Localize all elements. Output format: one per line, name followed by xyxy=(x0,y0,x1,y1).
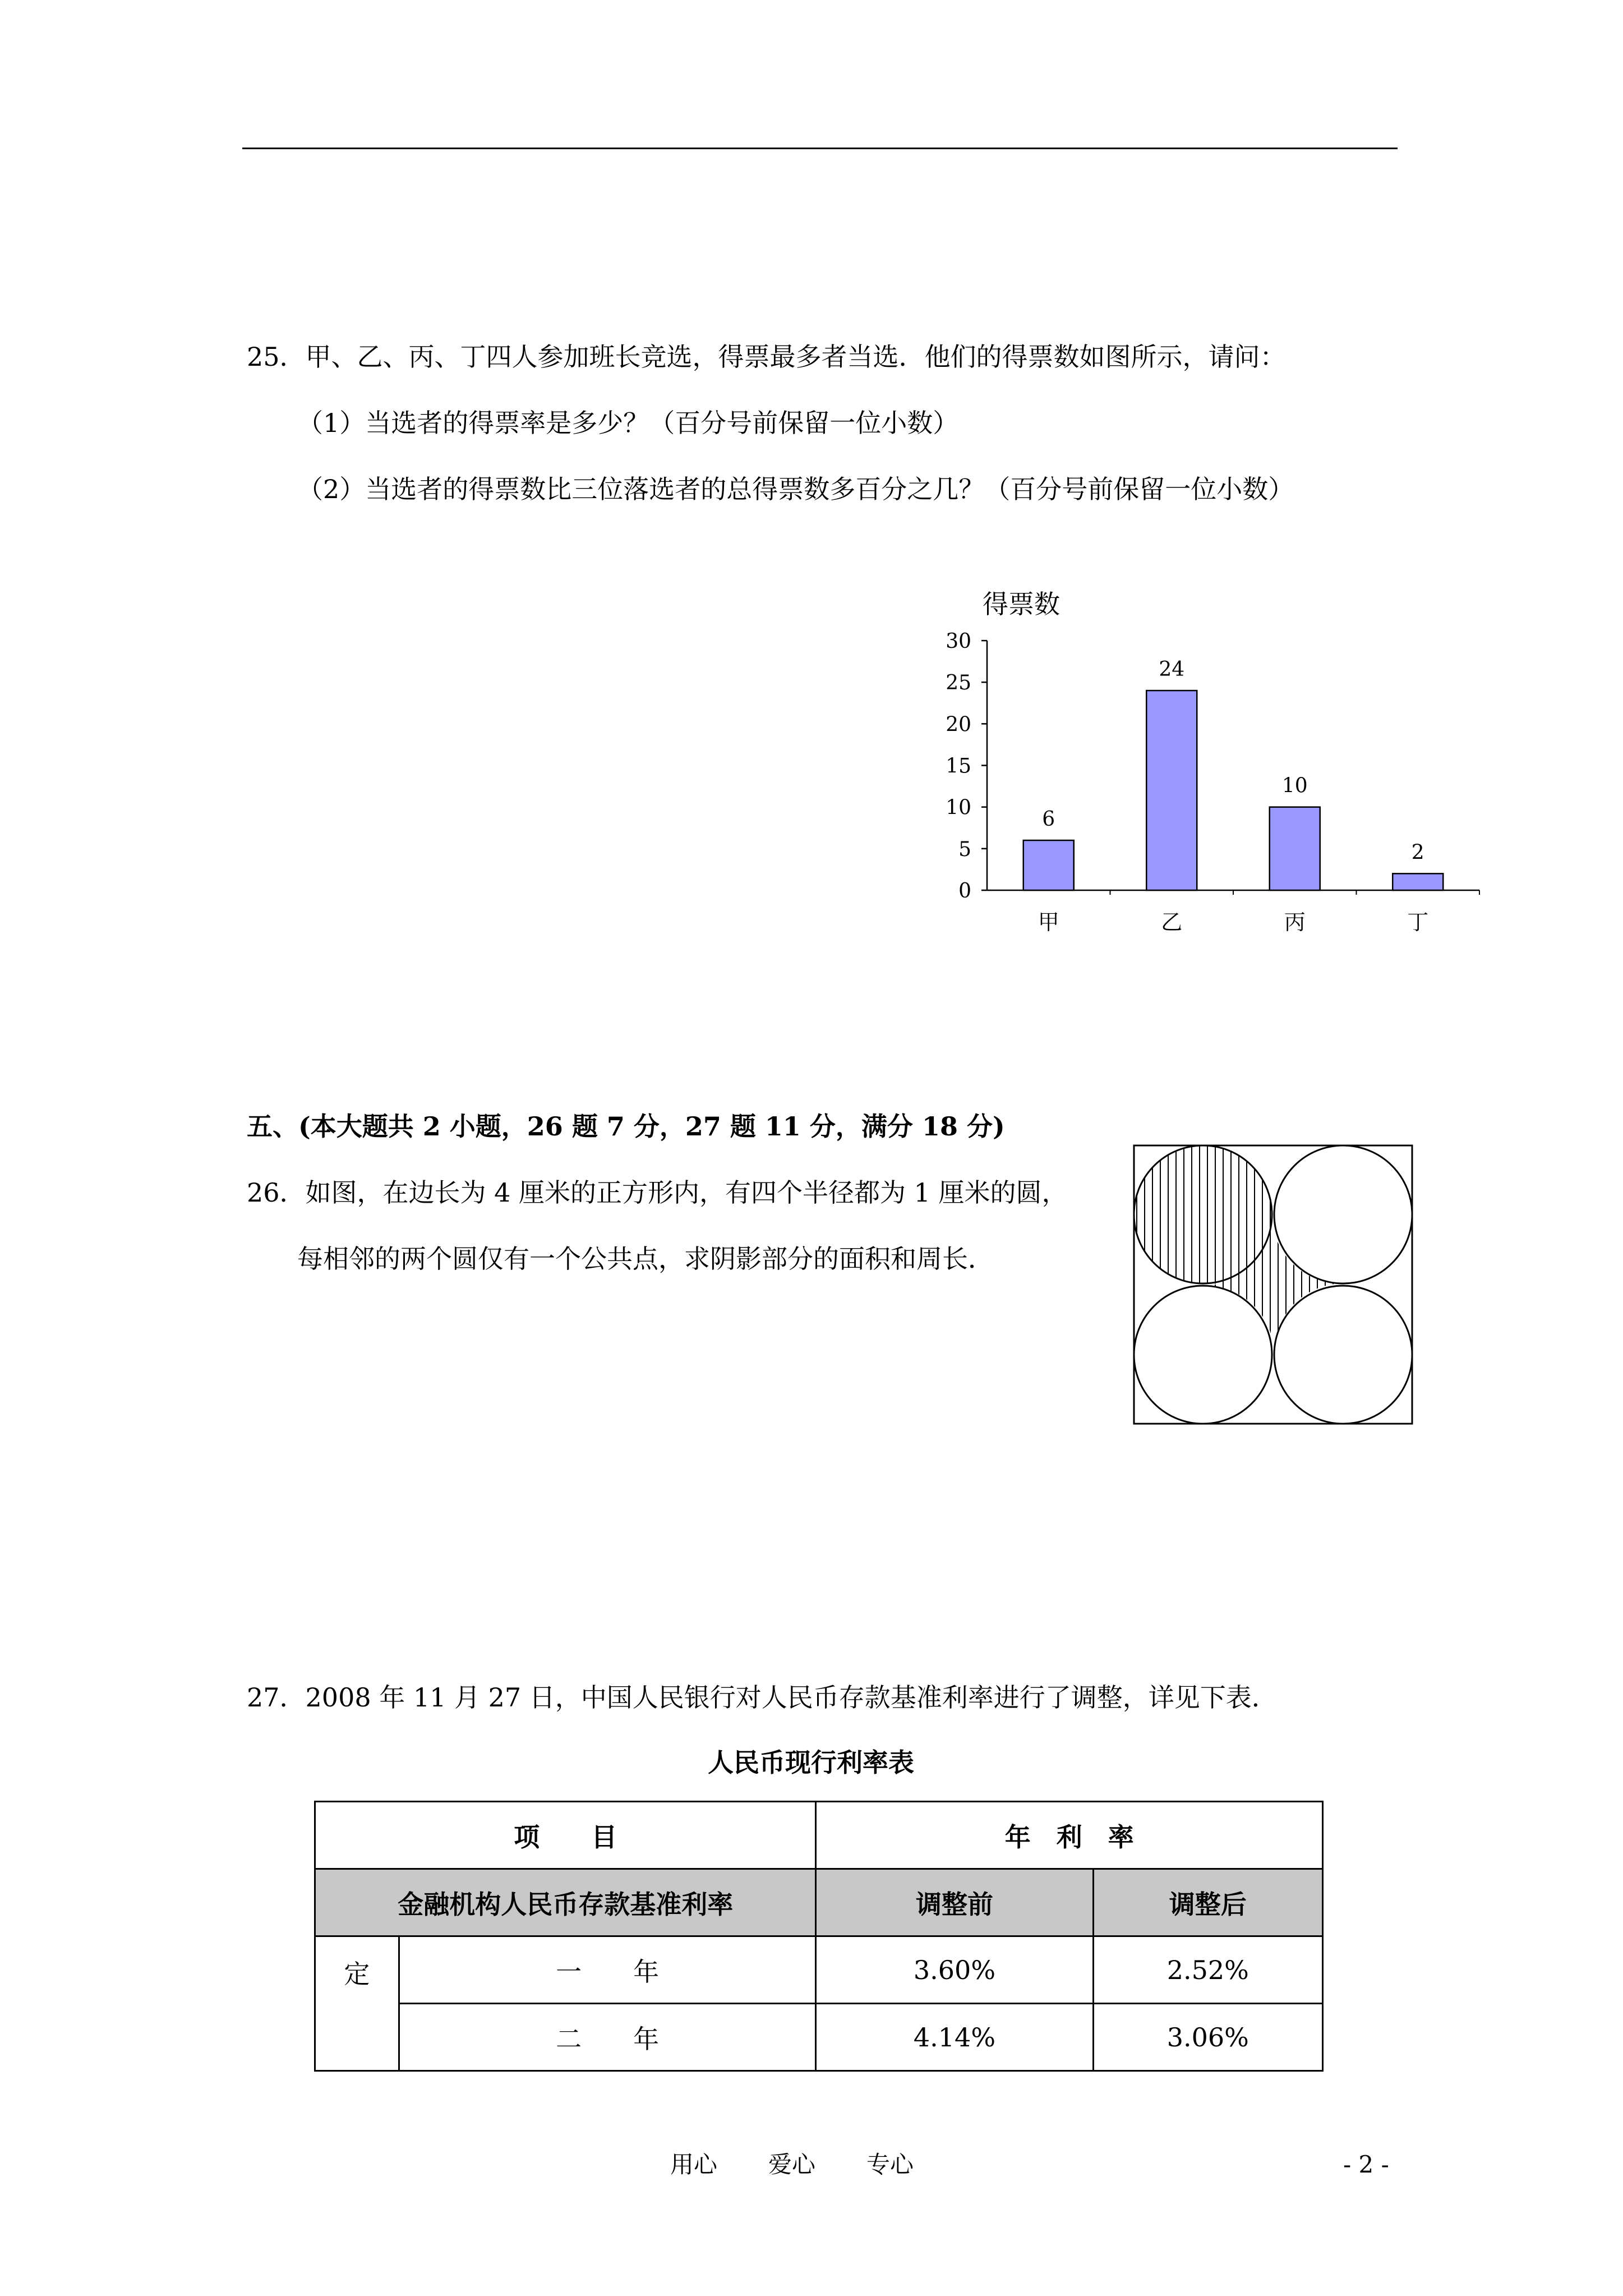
row-term: 二 年 xyxy=(399,2004,816,2071)
x-category-label: 丁 xyxy=(1407,910,1429,935)
subheader-after: 调整后 xyxy=(1093,1869,1322,1936)
bar-value-label: 2 xyxy=(1411,841,1424,864)
table-row xyxy=(315,1936,1323,2004)
y-tick-label: 25 xyxy=(946,671,971,695)
header-item: 项 目 xyxy=(315,1802,816,1869)
q26-line2: 每相邻的两个圆仅有一个公共点，求阴影部分的面积和周长． xyxy=(297,1244,994,1274)
bar xyxy=(1146,691,1197,890)
table-row xyxy=(315,2004,1323,2071)
row-after: 2.52% xyxy=(1093,1936,1322,2004)
x-category-label: 甲 xyxy=(1038,910,1059,935)
subheader-before: 调整前 xyxy=(816,1869,1093,1936)
bar xyxy=(1023,840,1074,890)
table-header-row xyxy=(315,1802,1323,1869)
bar-value-label: 10 xyxy=(1281,774,1308,798)
circle-bottom-left xyxy=(1134,1286,1272,1424)
y-tick-label: 30 xyxy=(946,630,971,653)
bar xyxy=(1270,807,1320,890)
q25-part2: （2）当选者的得票数比三位落选者的总得票数多百分之几？（百分号前保留一位小数） xyxy=(297,474,1294,504)
header-rate: 年 利 率 xyxy=(816,1802,1323,1869)
y-tick-label: 20 xyxy=(946,713,971,737)
row-after: 3.06% xyxy=(1093,2004,1322,2071)
x-category-label: 乙 xyxy=(1161,910,1183,935)
bar-value-label: 6 xyxy=(1042,808,1055,831)
y-tick-label: 15 xyxy=(946,754,971,778)
y-tick-label: 5 xyxy=(958,838,971,861)
footer-motto-2: 爱心 xyxy=(768,2151,816,2178)
q27-stem: 27．2008 年 11 月 27 日，中国人民银行对人民币存款基准利率进行了调整，详见下表． xyxy=(247,1682,1278,1713)
page-number: - 2 - xyxy=(1343,2151,1389,2178)
header-rule xyxy=(242,148,1398,149)
row-term: 一 年 xyxy=(399,1936,816,2004)
q25-stem: 25．甲、乙、丙、丁四人参加班长竞选，得票最多者当选．他们的得票数如图所示，请问： xyxy=(247,342,1286,372)
row-before: 4.14% xyxy=(816,2004,1093,2071)
y-tick-label: 0 xyxy=(958,880,971,903)
row-before: 3.60% xyxy=(816,1936,1093,2004)
row-group-label: 定 xyxy=(315,1936,399,2071)
bar xyxy=(1393,873,1443,890)
q26-line1: 26．如图，在边长为 4 厘米的正方形内，有四个半径都为 1 厘米的圆， xyxy=(247,1177,1068,1208)
chart-ylabel: 得票数 xyxy=(983,589,1060,619)
footer-motto-1: 用心 xyxy=(670,2151,718,2178)
vote-bar-chart xyxy=(909,578,1486,948)
footer-motto-3: 专心 xyxy=(866,2151,914,2178)
subheader-label: 金融机构人民币存款基准利率 xyxy=(315,1869,816,1936)
rate-table xyxy=(314,1801,1324,2072)
x-category-label: 丙 xyxy=(1284,910,1306,935)
y-tick-label: 10 xyxy=(946,796,971,820)
circle-top-right xyxy=(1274,1145,1412,1283)
bar-value-label: 24 xyxy=(1159,658,1185,681)
square-circles-figure xyxy=(1133,1144,1413,1425)
circle-bottom-right xyxy=(1274,1286,1412,1424)
rate-table-title: 人民币现行利率表 xyxy=(708,1747,914,1778)
q25-part1: （1）当选者的得票率是多少？（百分号前保留一位小数） xyxy=(297,408,959,438)
section5-heading: 五、(本大题共 2 小题，26 题 7 分，27 题 11 分，满分 18 分) xyxy=(247,1111,1005,1142)
table-subheader-row xyxy=(315,1869,1323,1936)
